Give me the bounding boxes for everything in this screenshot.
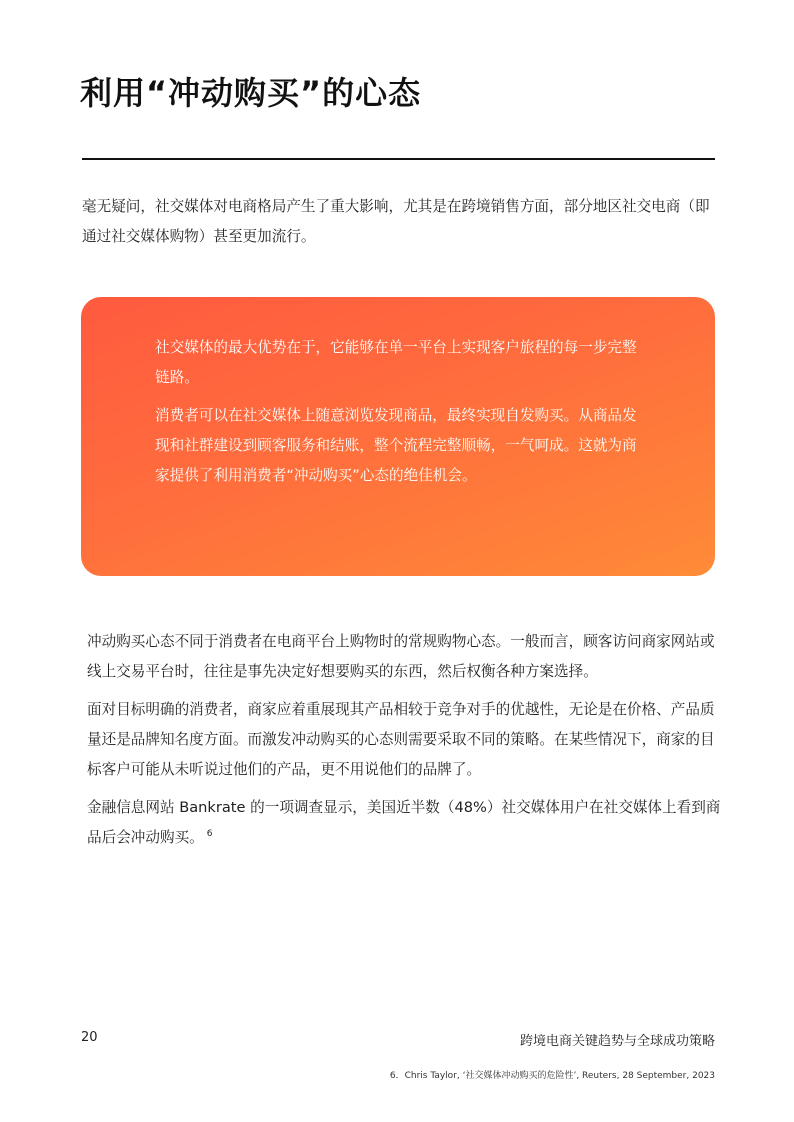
title-divider — [82, 158, 715, 160]
body-paragraph-3 — [87, 793, 727, 853]
callout-text — [155, 333, 645, 499]
intro-paragraph: 毫无疑问，社交媒体对电商格局产生了重大影响，尤其是在跨境销售方面，部分地区社交电商（即通过社交媒体购物）甚至更加流行。 — [82, 198, 710, 245]
body-paragraph-1: 冲动购买心态不同于消费者在电商平台上购物时的常规购物心态。一般而言，顾客访问商家网站或线上交易平台时，往往是事先决定好想要购买的东西，然后权衡各种方案选择。 — [87, 633, 715, 680]
footnote-reference[interactable]: 6 — [206, 829, 213, 840]
document-title: 跨境电商关键趋势与全球成功策略 — [519, 1034, 715, 1049]
highlight-callout-box — [81, 297, 715, 576]
page-number: 20 — [81, 1030, 98, 1045]
page-title: 利用“冲动购买”的心态 — [80, 74, 422, 112]
body-paragraph-3-text: 金融信息网站 Bankrate 的一项调查显示，美国近半数（48%）社交媒体用户在社交媒体上看到商品后会冲动购买。 — [87, 799, 721, 846]
body-text — [87, 627, 727, 861]
callout-paragraph-2: 消费者可以在社交媒体上随意浏览发现商品，最终实现自发购买。从商品发现和社群建设到顾客服务和结账，整个流程完整顺畅，一气呵成。这就为商家提供了利用消费者“冲动购买”心态的绝佳机会。 — [155, 407, 637, 484]
callout-paragraph-1: 社交媒体的最大优势在于，它能够在单一平台上实现客户旅程的每一步完整链路。 — [155, 339, 637, 386]
footnote: 6．Chris Taylor, ‘社交媒体冲动购买的危险性’, Reuters, 28 September, 2023 — [389, 1071, 715, 1081]
body-paragraph-2: 面对目标明确的消费者，商家应着重展现其产品相较于竞争对手的优越性，无论是在价格、产品质量还是品牌知名度方面。而激发冲动购买的心态则需要采取不同的策略。在某些情况下，商家的目标客户可能从未听说过他们的产品，更不用说他们的品牌了。 — [87, 701, 715, 778]
